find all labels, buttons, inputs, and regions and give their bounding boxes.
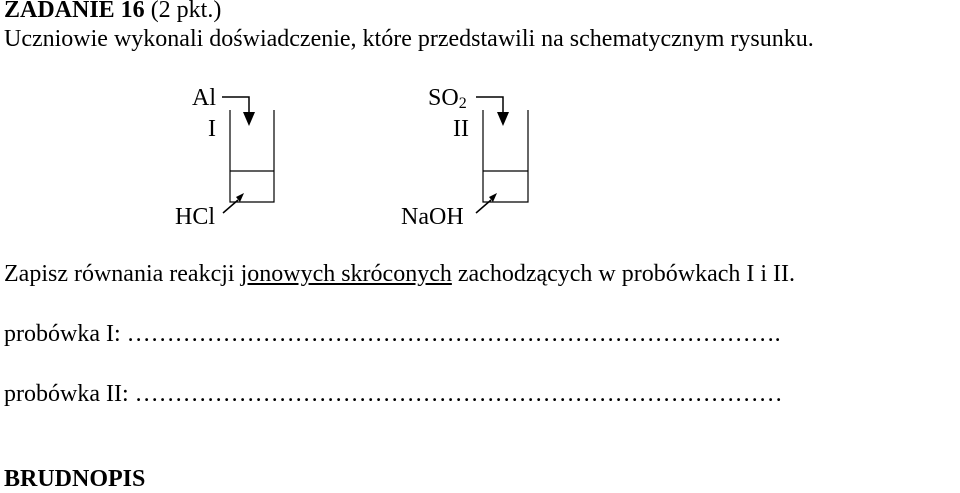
test-tube-i-outline: [230, 110, 274, 202]
tube-number-ii: II: [453, 116, 469, 142]
task-number: ZADANIE 16: [4, 0, 145, 23]
reagent-label-hcl: HCl: [175, 204, 216, 230]
instruction-underlined: jonowych skróconych: [240, 261, 452, 287]
tube-number-i: I: [208, 116, 216, 142]
reagent-label-so2: [428, 84, 467, 112]
reagent-label-naoh: NaOH: [401, 204, 464, 230]
answer-dots-tube-ii: ………………………………………………………………………: [128, 381, 783, 407]
answer-label-tube-ii: probówka II:: [4, 381, 129, 407]
draft-heading: BRUDNOPIS: [4, 466, 146, 492]
so2-base: SO: [428, 85, 459, 111]
instruction-text-start: Zapisz równania reakcji: [4, 261, 241, 287]
answer-dots-tube-i: ……………………………………………………………………….: [120, 321, 781, 347]
reagent-label-al: Al: [192, 85, 216, 111]
arrow-al-into-tube-i: [222, 97, 255, 126]
test-tube-i: [230, 110, 274, 202]
task-instruction: [4, 260, 795, 288]
arrow-so2-into-tube-ii: [476, 97, 509, 126]
so2-subscript: 2: [458, 95, 467, 112]
task-intro: Uczniowie wykonali doświadczenie, które przedstawili na schematycznym rysunku.: [4, 26, 814, 52]
arrow-hcl-into-tube-i: [223, 193, 244, 213]
instruction-text-end: zachodzących w probówkach I i II.: [451, 261, 796, 287]
answer-line-tube-i[interactable]: [4, 320, 781, 348]
answer-label-tube-i: probówka I:: [4, 321, 121, 347]
answer-line-tube-ii[interactable]: [4, 380, 783, 408]
arrow-naoh-into-tube-ii: [476, 193, 497, 213]
test-tube-ii-outline: [483, 110, 528, 202]
test-tube-ii: [483, 110, 528, 202]
task-points: (2 pkt.): [144, 0, 222, 23]
